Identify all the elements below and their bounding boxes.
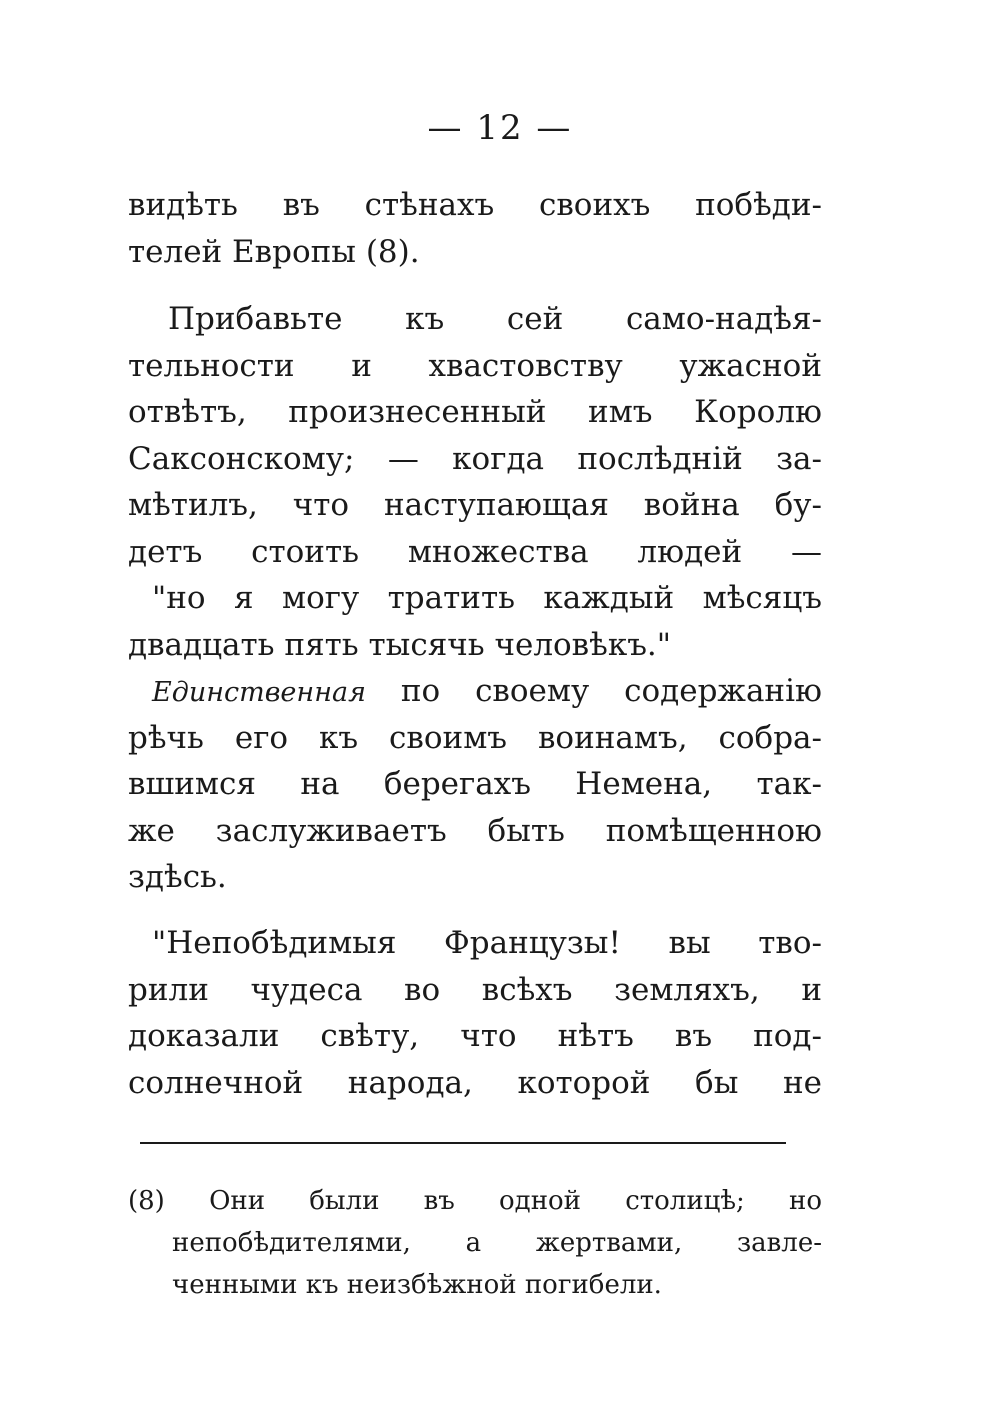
- text-line: здѣсь.: [128, 859, 227, 895]
- text-line: "Непобѣдимыя Французы! вы тво-: [152, 925, 822, 961]
- text-line: отвѣтъ, произнесенный имъ Королю: [128, 394, 822, 430]
- paragraph-2: [128, 296, 822, 668]
- text-line: телей Европы (8).: [128, 233, 420, 270]
- text-line: солнечной народа, которой бы не: [128, 1064, 822, 1101]
- text-line: вшимся на берегахъ Немена, так-: [128, 766, 822, 802]
- paragraph-4: [128, 920, 822, 1106]
- text-line: Прибавьте къ сей само-надѣя-: [168, 301, 822, 337]
- footnote: [128, 1180, 822, 1306]
- text-line: [128, 668, 822, 715]
- paragraph-3: [128, 668, 822, 901]
- footnote-line: [128, 1180, 822, 1222]
- text-line: видѣть въ стѣнахъ своихъ побѣди-: [128, 187, 822, 223]
- text-line: "но я могу тратить каждый мѣсяцъ: [152, 580, 822, 616]
- page-number: — 12 —: [427, 108, 573, 148]
- footnote-line: непобѣдителями, а жертвами, завле-: [172, 1228, 822, 1258]
- text-line: Саксонскому; — когда послѣдній за-: [128, 440, 822, 477]
- text-line: рѣчь его къ своимъ воинамъ, собра-: [128, 719, 822, 756]
- text-line: мѣтилъ, что наступающая война бу-: [128, 487, 822, 523]
- footnote-divider: [140, 1142, 786, 1144]
- text-line: детъ стоить множества людей —: [128, 533, 822, 570]
- text-line: двадцать пять тысячь человѣкъ.": [128, 626, 672, 663]
- footnote-marker: (8): [128, 1186, 165, 1216]
- footnote-text: Они были въ одной столицѣ; но: [209, 1186, 823, 1216]
- text-line: рили чудеса во всѣхъ земляхъ, и: [128, 971, 822, 1008]
- paragraph-1: [128, 182, 822, 275]
- text-line: тельности и хвастовству ужасной: [128, 347, 822, 384]
- footnote-line: ченными къ неизбѣжной погибели.: [172, 1270, 662, 1300]
- text-line: доказали свѣту, что нѣтъ въ под-: [128, 1018, 822, 1054]
- text-fragment: по своему содержанію: [365, 673, 822, 709]
- italic-word: Единственная: [152, 677, 366, 708]
- text-line: же заслуживаетъ быть помѣщенною: [128, 812, 822, 849]
